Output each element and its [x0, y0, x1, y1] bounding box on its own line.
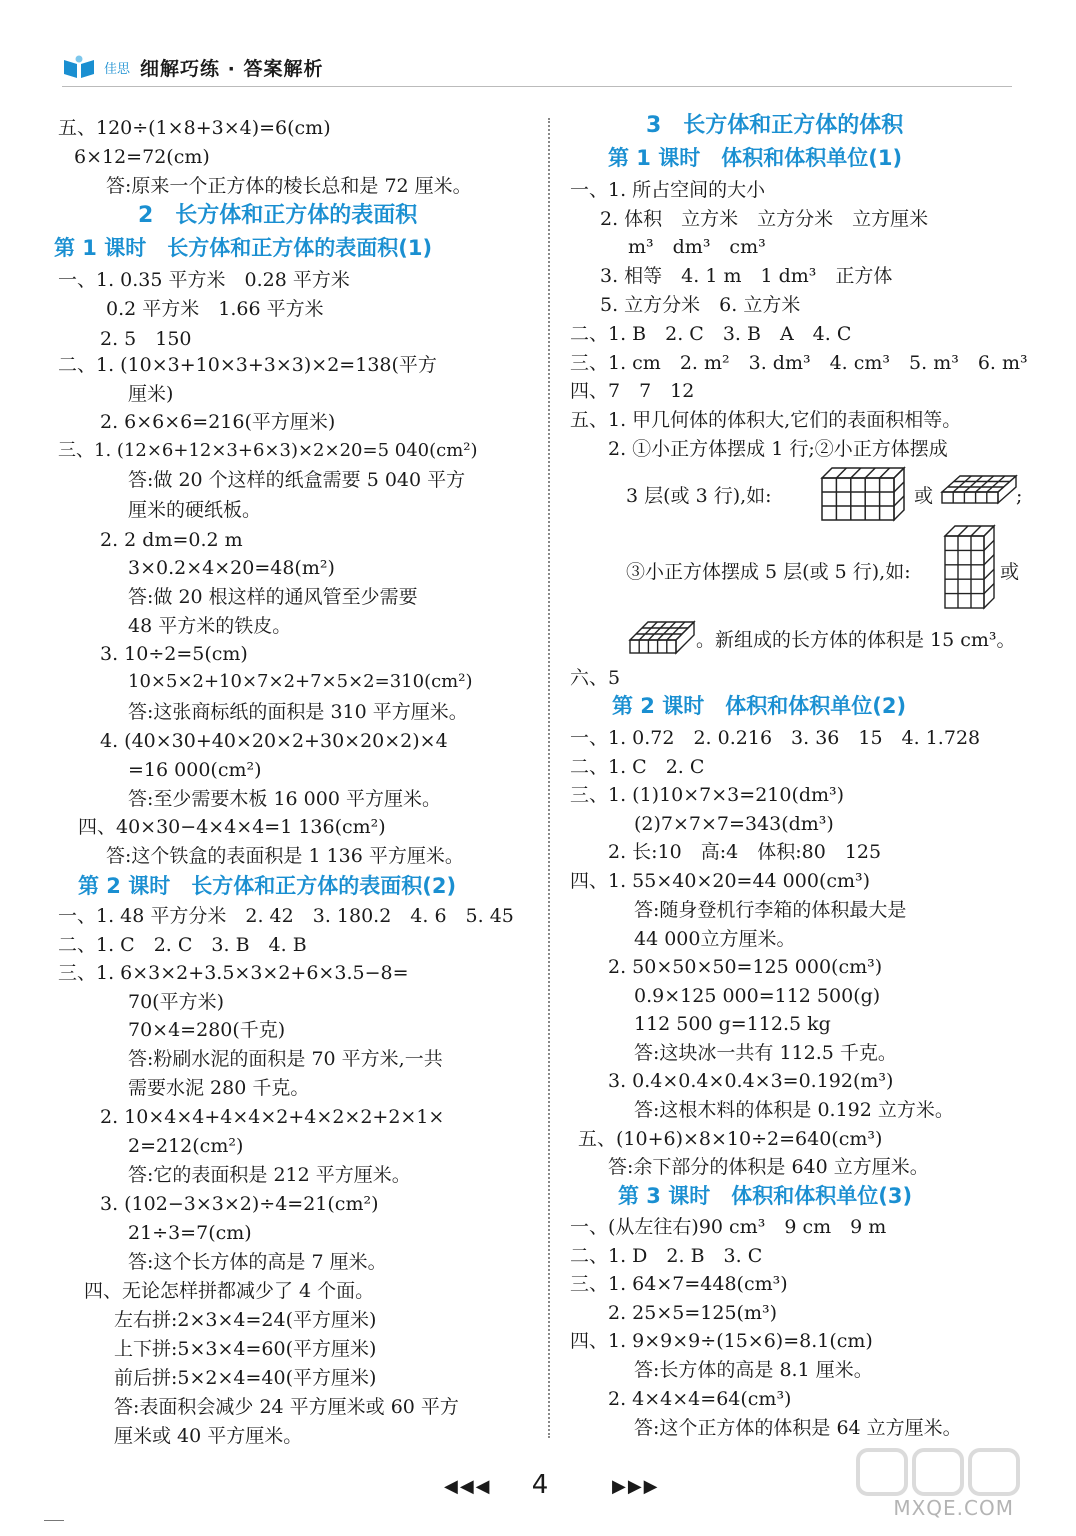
answer-line: 厘米): [128, 383, 174, 405]
answer-line: 2=212(cm²): [128, 1135, 244, 1157]
answer-line: 三、1. cm 2. m² 3. dm³ 4. cm³ 5. m³ 6. m³: [570, 352, 1028, 374]
answer-line: 48 平方米的铁皮。: [128, 615, 292, 637]
answer-line: 一、1. 0.72 2. 0.216 3. 36 15 4. 1.728: [570, 727, 981, 749]
answer-line: 一、1. 所占空间的大小: [570, 179, 766, 201]
answer-line: 一、1. 0.35 平方米 0.28 平方米: [58, 269, 350, 291]
answer-line: 二、1. C 2. C 3. B 4. B: [58, 934, 307, 956]
answer-line: (2)7×7×7=343(dm³): [634, 813, 834, 835]
answer-line: 上下拼:5×3×4=60(平方厘米): [114, 1338, 377, 1360]
answer-line: 二、1. C 2. C: [570, 756, 705, 778]
corner-mark: [44, 1520, 64, 1521]
lesson-heading: 第 2 课时 体积和体积单位(2): [612, 694, 907, 718]
answer-line: m³ dm³ cm³: [628, 236, 766, 258]
answer-line: 一、(从左往右)90 cm³ 9 cm 9 m: [570, 1216, 887, 1238]
answer-line: 70×4=280(千克): [128, 1019, 286, 1041]
book-logo-icon: [62, 52, 102, 82]
answer-line: 答:长方体的高是 8.1 厘米。: [634, 1359, 873, 1381]
answer-line: 2. 2 dm=0.2 m: [100, 529, 243, 551]
answer-line: 。新组成的长方体的体积是 15 cm³。: [696, 629, 1016, 651]
header-title: 细解巧练 · 答案解析: [140, 57, 324, 80]
page-header: [62, 52, 323, 82]
answer-line: 2. 10×4×4+4×4×2+4×2×2+2×1×: [100, 1106, 445, 1128]
answer-line: 答:这个正方体的体积是 64 立方厘米。: [634, 1417, 962, 1439]
answer-line: 四、1. 55×40×20=44 000(cm³): [570, 870, 871, 892]
next-arrows-icon: ▶▶▶: [612, 1476, 660, 1497]
answer-line: 2. 长:10 高:4 体积:80 125: [608, 841, 882, 863]
answer-line: 左右拼:2×3×4=24(平方厘米): [114, 1309, 377, 1331]
answer-line: 三、1. 64×7=448(cm³): [570, 1273, 788, 1295]
answer-line: 三、1. (12×6+12×3+6×3)×2×20=5 040(cm²): [58, 440, 478, 461]
answer-line: 四、40×30−4×4×4=1 136(cm²): [78, 816, 386, 838]
answer-line: 需要水泥 280 千克。: [128, 1077, 310, 1099]
answer-line: 3. 相等 4. 1 m 1 dm³ 正方体: [600, 265, 893, 287]
answer-line: 3 层(或 3 行),如:: [626, 485, 772, 507]
answer-line: 答:表面积会减少 24 平方厘米或 60 平方: [114, 1396, 459, 1418]
answer-line: 10×5×2+10×7×2+7×5×2=310(cm²): [128, 671, 473, 692]
answer-line: 0.2 平方米 1.66 平方米: [106, 298, 324, 320]
answer-line: 答:原来一个正方体的棱长总和是 72 厘米。: [106, 175, 472, 197]
cuboid-figure-flat: [940, 472, 1018, 510]
answer-line: 6×12=72(cm): [74, 146, 210, 168]
answer-line: =16 000(cm²): [128, 759, 262, 781]
answer-line: 0.9×125 000=112 500(g): [634, 985, 881, 1007]
answer-line: 2. 25×5=125(m³): [608, 1302, 777, 1324]
lesson-heading: 第 1 课时 体积和体积单位(1): [608, 146, 903, 170]
answer-line: 二、1. (10×3+10×3+3×3)×2=138(平方: [58, 354, 437, 376]
cuboid-figure-tall: [942, 524, 996, 614]
answer-line: 四、1. 9×9×9÷(15×6)=8.1(cm): [570, 1330, 873, 1352]
answer-line: 答:这个长方体的高是 7 厘米。: [128, 1251, 387, 1273]
answer-line: 四、无论怎样拼都减少了 4 个面。: [84, 1280, 375, 1302]
answer-line: 一、1. 48 平方分米 2. 42 3. 180.2 4. 6 5. 45: [58, 905, 514, 927]
answer-line: 5. 立方分米 6. 立方米: [600, 294, 801, 316]
section-heading: 3 长方体和正方体的体积: [646, 113, 904, 138]
answer-line: 2. ①小正方体摆成 1 行;②小正方体摆成: [608, 438, 948, 460]
column-divider: [548, 118, 550, 1438]
answer-line: 70(平方米): [128, 991, 225, 1013]
page-number: 4: [531, 1470, 549, 1500]
lesson-heading: 第 1 课时 长方体和正方体的表面积(1): [54, 236, 433, 260]
answer-line: 厘米或 40 平方厘米。: [114, 1425, 303, 1447]
answer-line: 答:这块冰一共有 112.5 千克。: [634, 1042, 897, 1064]
answer-line: 四、7 7 12: [570, 380, 695, 402]
answer-line: 4. (40×30+40×20×2+30×20×2)×4: [100, 730, 448, 752]
answer-line: 答:这张商标纸的面积是 310 平方厘米。: [128, 701, 468, 723]
answer-line: 三、1. 6×3×2+3.5×3×2+6×3.5−8=: [58, 962, 409, 984]
answer-line: 答:余下部分的体积是 640 立方厘米。: [608, 1156, 929, 1178]
answer-line: 21÷3=7(cm): [128, 1222, 252, 1244]
answer-line: 答:做 20 根这样的通风管至少需要: [128, 586, 418, 608]
cuboid-figure-flat-2: [628, 618, 696, 660]
answer-line: 2. 5 150: [100, 328, 192, 350]
answer-line: 3×0.2×4×20=48(m²): [128, 557, 335, 579]
answer-line: 答:随身登机行李箱的体积最大是: [634, 899, 907, 921]
answer-line: 3. (102−3×3×2)÷4=21(cm²): [100, 1193, 379, 1215]
answer-line: 答:做 20 个这样的纸盒需要 5 040 平方: [128, 469, 466, 491]
answer-line: 答:这根木料的体积是 0.192 立方米。: [634, 1099, 954, 1121]
prev-arrows-icon: ◀◀◀: [444, 1476, 492, 1497]
answer-line: 2. 4×4×4=64(cm³): [608, 1388, 792, 1410]
header-divider: [62, 86, 1012, 87]
answer-line: 五、1. 甲几何体的体积大,它们的表面积相等。: [570, 409, 962, 431]
answer-line: 112 500 g=112.5 kg: [634, 1013, 831, 1035]
lesson-heading: 第 2 课时 长方体和正方体的表面积(2): [78, 874, 457, 898]
answer-line: 3. 10÷2=5(cm): [100, 643, 248, 665]
answer-line: 44 000立方厘米。: [634, 928, 796, 950]
watermark-text: MXQE.COM: [893, 1496, 1014, 1520]
answer-line: 五、(10+6)×8×10÷2=640(cm³): [578, 1128, 883, 1150]
answer-line: 2. 体积 立方米 立方分米 立方厘米: [600, 208, 929, 230]
section-heading: 2 长方体和正方体的表面积: [138, 203, 418, 228]
answer-line: 2. 50×50×50=125 000(cm³): [608, 956, 883, 978]
answer-line: 答:这个铁盒的表面积是 1 136 平方厘米。: [106, 845, 464, 867]
answer-line: 3. 0.4×0.4×0.4×3=0.192(m³): [608, 1070, 894, 1092]
answer-line: 厘米的硬纸板。: [128, 499, 262, 521]
answer-line: 或: [914, 485, 934, 507]
brand-name: 佳思: [104, 61, 131, 77]
answer-line: 答:粉刷水泥的面积是 70 平方米,一共: [128, 1048, 443, 1070]
cuboid-figure-5x3-grid: [818, 466, 908, 528]
answer-line: 六、5: [570, 667, 621, 689]
answer-line: ;: [1016, 485, 1023, 507]
answer-line: 前后拼:5×2×4=40(平方厘米): [114, 1367, 377, 1389]
answer-line: 五、120÷(1×8+3×4)=6(cm): [58, 117, 331, 139]
answer-line: 答:至少需要木板 16 000 平方厘米。: [128, 788, 441, 810]
answer-line: 三、1. (1)10×7×3=210(dm³): [570, 784, 845, 806]
lesson-heading: 第 3 课时 体积和体积单位(3): [618, 1184, 913, 1208]
answer-line: 二、1. D 2. B 3. C: [570, 1245, 763, 1267]
answer-line: 2. 6×6×6=216(平方厘米): [100, 411, 336, 433]
answer-line: ③小正方体摆成 5 层(或 5 行),如:: [626, 561, 911, 583]
answer-line: 答:它的表面积是 212 平方厘米。: [128, 1164, 411, 1186]
answer-line: 或: [1000, 561, 1020, 583]
answer-line: 二、1. B 2. C 3. B A 4. C: [570, 323, 852, 345]
